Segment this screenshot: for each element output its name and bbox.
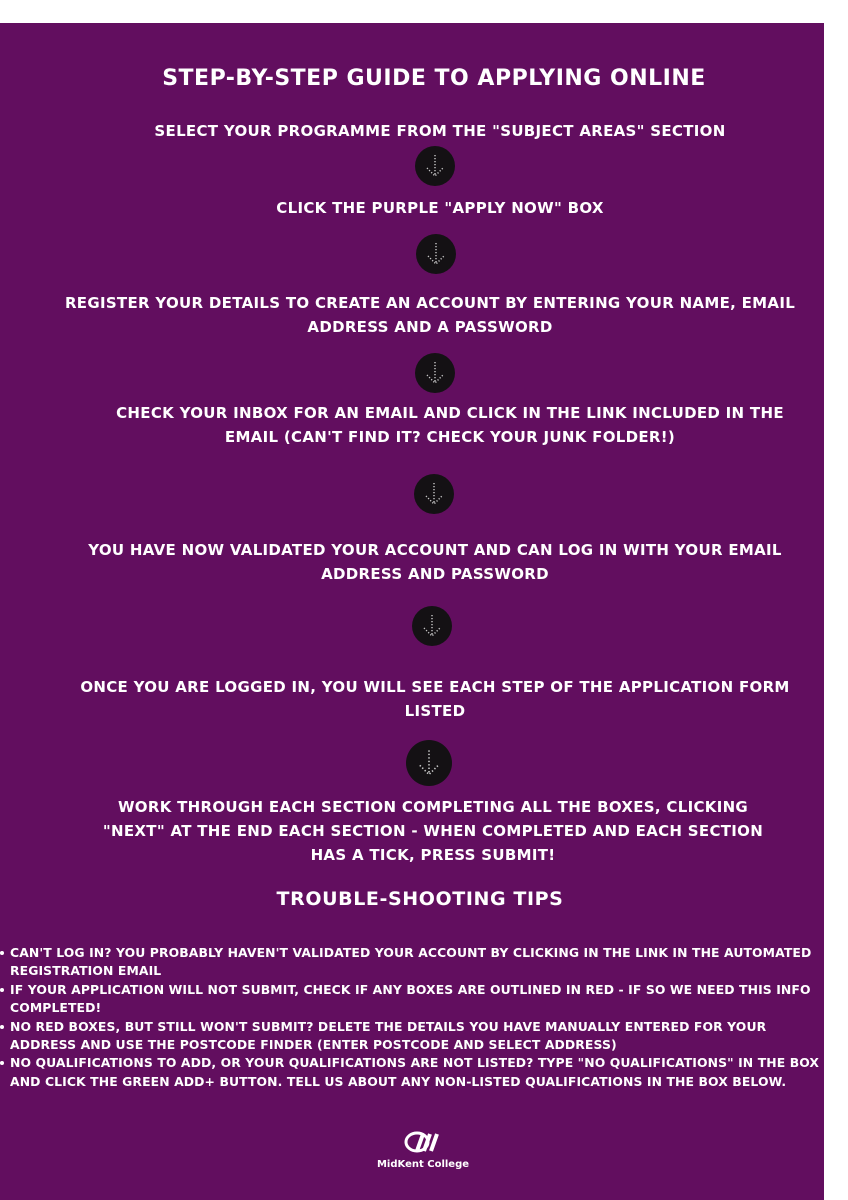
step-3: REGISTER YOUR DETAILS TO CREATE AN ACCOUNT BY ENTERING YOUR NAME, EMAIL ADDRESS AND A PASSWORD [64,294,796,336]
tip-item: CAN'T LOG IN? YOU PROBABLY HAVEN'T VALIDATED YOUR ACCOUNT BY CLICKING IN THE LINK IN THE AUTOMATED REGISTRATION EMAIL [0,944,824,981]
college-logo [370,1131,476,1175]
arrow-down-icon [406,740,452,786]
arrow-down-icon [414,474,454,514]
step-1: SELECT YOUR PROGRAMME FROM THE "SUBJECT AREAS" SECTION [154,122,726,140]
tips-list [0,944,824,1091]
step-7: WORK THROUGH EACH SECTION COMPLETING ALL THE BOXES, CLICKING "NEXT" AT THE END EACH SECTION - WHEN COMPLETED AND EACH SECTION HAS A TICK, PRESS SUBMIT! [102,798,764,864]
tip-item: NO RED BOXES, BUT STILL WON'T SUBMIT? DELETE THE DETAILS YOU HAVE MANUALLY ENTERED FOR YOUR ADDRESS AND USE THE POSTCODE FINDER (ENTER POSTCODE AND SELECT ADDRESS) [0,1018,824,1055]
college-name: MidKent College [376,1159,470,1170]
step-5: YOU HAVE NOW VALIDATED YOUR ACCOUNT AND CAN LOG IN WITH YOUR EMAIL ADDRESS AND PASSWORD [88,541,782,583]
arrow-down-icon [415,146,455,186]
tip-item: NO QUALIFICATIONS TO ADD, OR YOUR QUALIFICATIONS ARE NOT LISTED? TYPE "NO QUALIFICATIONS" IN THE BOX AND CLICK THE GREEN ADD+ BUTTON. TELL US ABOUT ANY NON-LISTED QUALIFICATIONS IN THE BOX BELOW. [0,1054,824,1091]
arrow-down-icon [415,353,455,393]
tips-heading: TROUBLE-SHOOTING TIPS [276,888,564,910]
arrow-down-icon [412,606,452,646]
midkent-college-logo-icon [403,1131,443,1153]
step-2: CLICK THE PURPLE "APPLY NOW" BOX [276,199,604,217]
arrow-down-icon [416,234,456,274]
page-title: STEP-BY-STEP GUIDE TO APPLYING ONLINE [162,66,706,91]
tip-item: IF YOUR APPLICATION WILL NOT SUBMIT, CHECK IF ANY BOXES ARE OUTLINED IN RED - IF SO WE NEED THIS INFO COMPLETED! [0,981,824,1018]
step-4: CHECK YOUR INBOX FOR AN EMAIL AND CLICK IN THE LINK INCLUDED IN THE EMAIL (CAN'T FIND IT? CHECK YOUR JUNK FOLDER!) [116,404,784,446]
step-6: ONCE YOU ARE LOGGED IN, YOU WILL SEE EACH STEP OF THE APPLICATION FORM LISTED [80,678,790,720]
